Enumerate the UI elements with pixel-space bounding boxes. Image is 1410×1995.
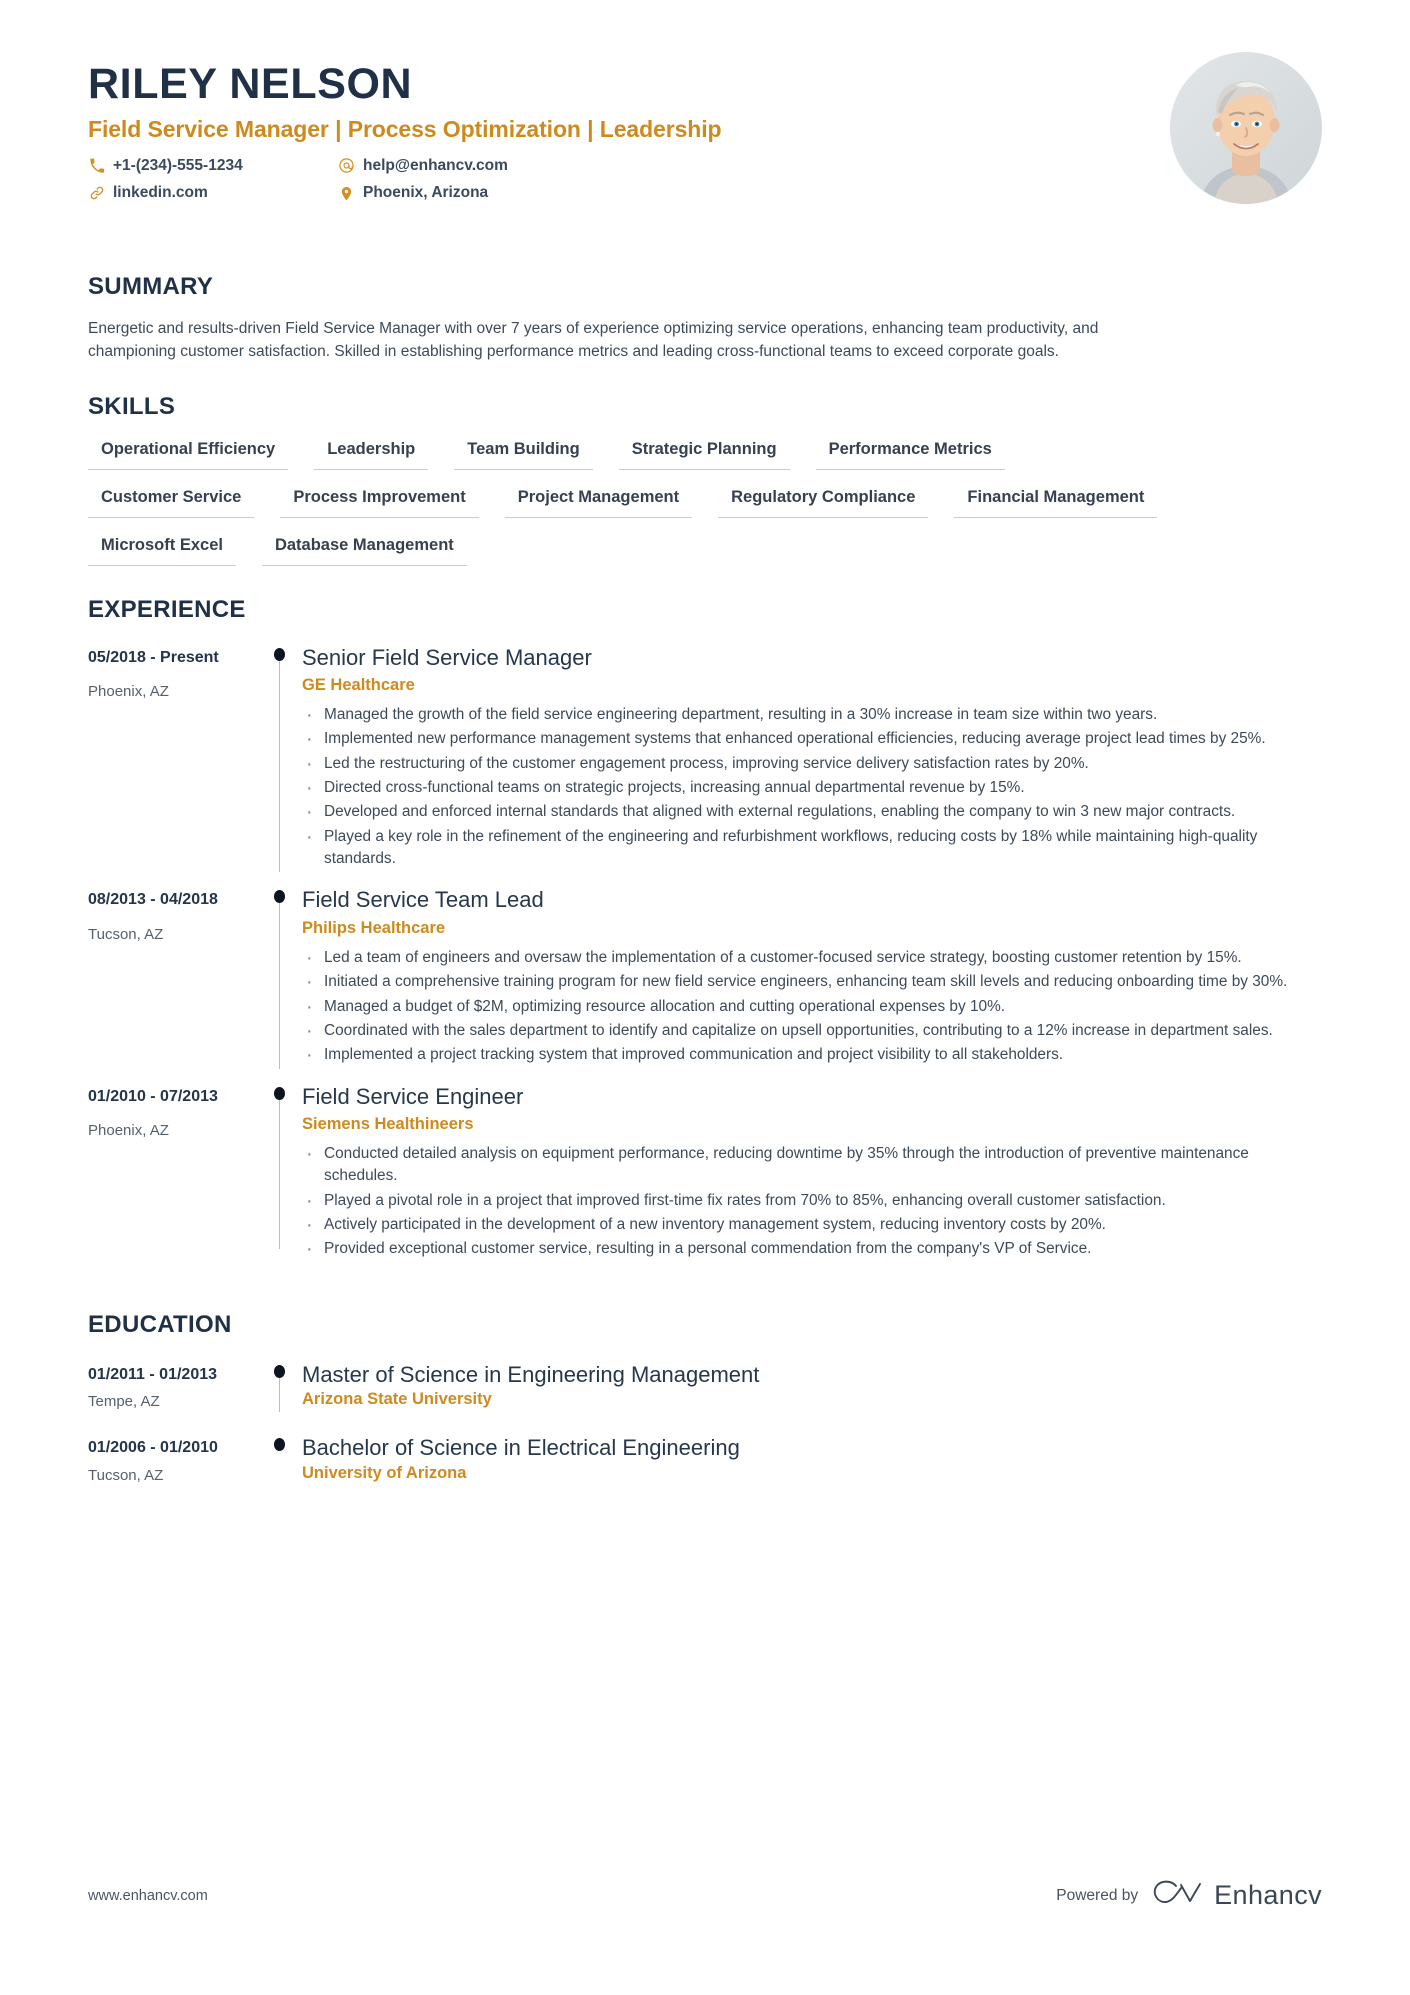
- summary-heading: SUMMARY: [88, 273, 214, 300]
- achievement-list: [302, 947, 1322, 1067]
- contact-location[interactable]: [338, 181, 668, 204]
- timeline-dot-icon: [274, 1365, 285, 1378]
- entry-body: [302, 636, 1322, 873]
- enhancv-brand: [1152, 1878, 1322, 1913]
- skill-chip: Team Building: [454, 438, 592, 470]
- skill-chip: Regulatory Compliance: [718, 486, 928, 518]
- contact-email-value: help@enhancv.com: [363, 157, 508, 175]
- company-name: GE Healthcare: [302, 676, 415, 695]
- timeline-line: [279, 896, 280, 1068]
- skills-list: [88, 438, 1322, 566]
- email-icon: [338, 157, 355, 174]
- experience-entry: [88, 636, 1322, 879]
- timeline-rail: [260, 1351, 302, 1419]
- achievement-item: · Actively participated in the development of a new inventory management system, reducing inventory costs by 20%.: [302, 1214, 1304, 1236]
- resume-content: [88, 0, 1322, 1498]
- avatar: [1170, 52, 1322, 204]
- skill-chip: Financial Management: [954, 486, 1157, 518]
- avatar-illustration: [1170, 52, 1322, 204]
- timeline-line: [279, 1093, 280, 1249]
- entry-location: Phoenix, AZ: [88, 1122, 169, 1140]
- achievement-list: [302, 1143, 1322, 1261]
- entry-location: Tempe, AZ: [88, 1393, 160, 1411]
- skill-chip: Strategic Planning: [619, 438, 790, 470]
- page-title: RILEY NELSON: [88, 60, 413, 108]
- summary-section: [88, 273, 1322, 364]
- professional-headline: Field Service Manager | Process Optimization | Leadership: [88, 116, 722, 143]
- skill-row: [88, 486, 1322, 518]
- timeline-dot-icon: [274, 890, 285, 903]
- achievement-item: · Managed a budget of $2M, optimizing resource allocation and cutting operational expenses by 10%.: [302, 996, 1304, 1018]
- contact-column-left: [88, 154, 338, 205]
- achievement-item: · Developed and enforced internal standards that aligned with external regulations, enabling the company to win 3 new major contracts.: [302, 801, 1304, 823]
- contact-location-value: Phoenix, Arizona: [363, 184, 489, 202]
- entry-location: Tucson, AZ: [88, 926, 164, 944]
- summary-text: Energetic and results-driven Field Service Manager with over 7 years of experience optimizing service operations, enhancing team productivity, and championing customer satisfaction. Skilled in establishing performance metrics and leading cross-functional teams to exceed corporate goals.: [88, 320, 1099, 360]
- institution-name: University of Arizona: [302, 1463, 467, 1482]
- skills-section: [88, 393, 1322, 566]
- entry-meta: [88, 878, 260, 1068]
- location-pin-icon: [338, 185, 355, 202]
- skill-chip: Project Management: [505, 486, 692, 518]
- entry-body: [302, 1075, 1322, 1263]
- achievement-item: · Led the restructuring of the customer engagement process, improving service delivery satisfaction rates by 20%.: [302, 753, 1304, 775]
- institution-name: Arizona State University: [302, 1390, 492, 1409]
- contact-linkedin-value: linkedin.com: [113, 184, 208, 202]
- powered-by-label: Powered by: [1056, 1886, 1139, 1904]
- skill-chip: Operational Efficiency: [88, 438, 288, 470]
- entry-location: Tucson, AZ: [88, 1466, 164, 1484]
- experience-heading: EXPERIENCE: [88, 595, 246, 623]
- contact-phone[interactable]: [88, 154, 338, 177]
- job-title: Senior Field Service Manager: [302, 644, 592, 670]
- entry-date-range: 01/2011 - 01/2013: [88, 1365, 218, 1383]
- entry-date-range: 05/2018 - Present: [88, 648, 219, 666]
- skill-chip: Leadership: [314, 438, 428, 470]
- skill-chip: Process Improvement: [280, 486, 478, 518]
- entry-body: [302, 878, 1322, 1068]
- achievement-item: · Implemented new performance management systems that enhanced operational efficiencies, reducing average project lead times by 25%.: [302, 728, 1304, 750]
- entry-date-range: 08/2013 - 04/2018: [88, 891, 218, 909]
- link-icon: [88, 185, 105, 202]
- experience-entry: [88, 1075, 1322, 1269]
- company-name: Philips Healthcare: [302, 918, 446, 937]
- timeline-dot-icon: [274, 1087, 285, 1100]
- experience-list: [88, 636, 1322, 1269]
- entry-meta: [88, 1351, 260, 1419]
- timeline-rail: [260, 1424, 302, 1492]
- achievement-item: · Played a pivotal role in a project that improved first-time fix rates from 70% to 85%, enhancing overall customer satisfaction.: [302, 1190, 1304, 1212]
- entry-meta: [88, 636, 260, 873]
- achievement-item: · Implemented a project tracking system that improved communication and project visibility to all stakeholders.: [302, 1044, 1304, 1066]
- enhancv-logo-icon: [1152, 1878, 1204, 1913]
- experience-entry: [88, 878, 1322, 1074]
- education-heading: EDUCATION: [88, 1310, 232, 1338]
- skill-chip: Database Management: [262, 534, 467, 566]
- timeline-rail: [260, 636, 302, 873]
- skill-chip: Microsoft Excel: [88, 534, 236, 566]
- achievement-list: [302, 704, 1322, 870]
- entry-meta: [88, 1424, 260, 1492]
- skill-chip: Performance Metrics: [816, 438, 1005, 470]
- contact-phone-value: +1-(234)-555-1234: [113, 157, 243, 175]
- page-footer: [88, 1878, 1322, 1913]
- achievement-item: · Conducted detailed analysis on equipment performance, reducing downtime by 35% through the introduction of preventive maintenance schedules.: [302, 1143, 1304, 1188]
- entry-date-range: 01/2006 - 01/2010: [88, 1439, 218, 1457]
- powered-by-block: [1056, 1878, 1322, 1913]
- education-list: [88, 1351, 1322, 1498]
- job-title: Field Service Engineer: [302, 1083, 524, 1109]
- achievement-item: · Played a key role in the refinement of the engineering and refurbishment workflows, reducing costs by 18% while maintaining high-quality standards.: [302, 826, 1304, 871]
- timeline-line: [279, 654, 280, 873]
- phone-icon: [88, 157, 105, 174]
- footer-website-link[interactable]: www.enhancv.com: [88, 1887, 208, 1904]
- entry-date-range: 01/2010 - 07/2013: [88, 1087, 218, 1105]
- education-entry: [88, 1351, 1322, 1425]
- skill-row: [88, 534, 1322, 566]
- skill-row: [88, 438, 1322, 470]
- entry-meta: [88, 1075, 260, 1263]
- timeline-dot-icon: [274, 1438, 285, 1451]
- enhancv-brand-name: Enhancv: [1214, 1880, 1322, 1910]
- entry-body: [302, 1424, 1322, 1492]
- job-title: Field Service Team Lead: [302, 887, 544, 913]
- achievement-item: · Coordinated with the sales department to identify and capitalize on upsell opportunities, contributing to a 12% increase in department sales.: [302, 1020, 1304, 1042]
- education-entry: [88, 1424, 1322, 1498]
- contact-grid: [88, 154, 808, 205]
- contact-column-right: [338, 154, 668, 205]
- contact-email[interactable]: [338, 154, 668, 177]
- entry-location: Phoenix, AZ: [88, 683, 169, 701]
- entry-body: [302, 1351, 1322, 1419]
- timeline-rail: [260, 878, 302, 1068]
- education-section: [88, 1311, 1322, 1498]
- achievement-item: · Led a team of engineers and oversaw the implementation of a customer-focused service strategy, boosting customer retention by 15%.: [302, 947, 1304, 969]
- resume-header: [88, 0, 1322, 237]
- experience-section: [88, 596, 1322, 1269]
- degree-title: Bachelor of Science in Electrical Engineering: [302, 1435, 740, 1461]
- degree-title: Master of Science in Engineering Management: [302, 1361, 760, 1387]
- achievement-item: · Initiated a comprehensive training program for new field service engineers, enhancing team skill levels and reducing onboarding time by 30%.: [302, 971, 1304, 993]
- company-name: Siemens Healthineers: [302, 1115, 474, 1133]
- timeline-dot-icon: [274, 648, 285, 661]
- skill-chip: Customer Service: [88, 486, 254, 518]
- skills-heading: SKILLS: [88, 392, 176, 420]
- contact-linkedin[interactable]: [88, 181, 338, 204]
- achievement-item: · Directed cross-functional teams on strategic projects, increasing annual departmental revenue by 15%.: [302, 777, 1304, 799]
- timeline-rail: [260, 1075, 302, 1263]
- achievement-item: · Managed the growth of the field service engineering department, resulting in a 30% increase in team size within two years.: [302, 704, 1304, 726]
- achievement-item: · Provided exceptional customer service, resulting in a personal commendation from the company's VP of Service.: [302, 1238, 1304, 1260]
